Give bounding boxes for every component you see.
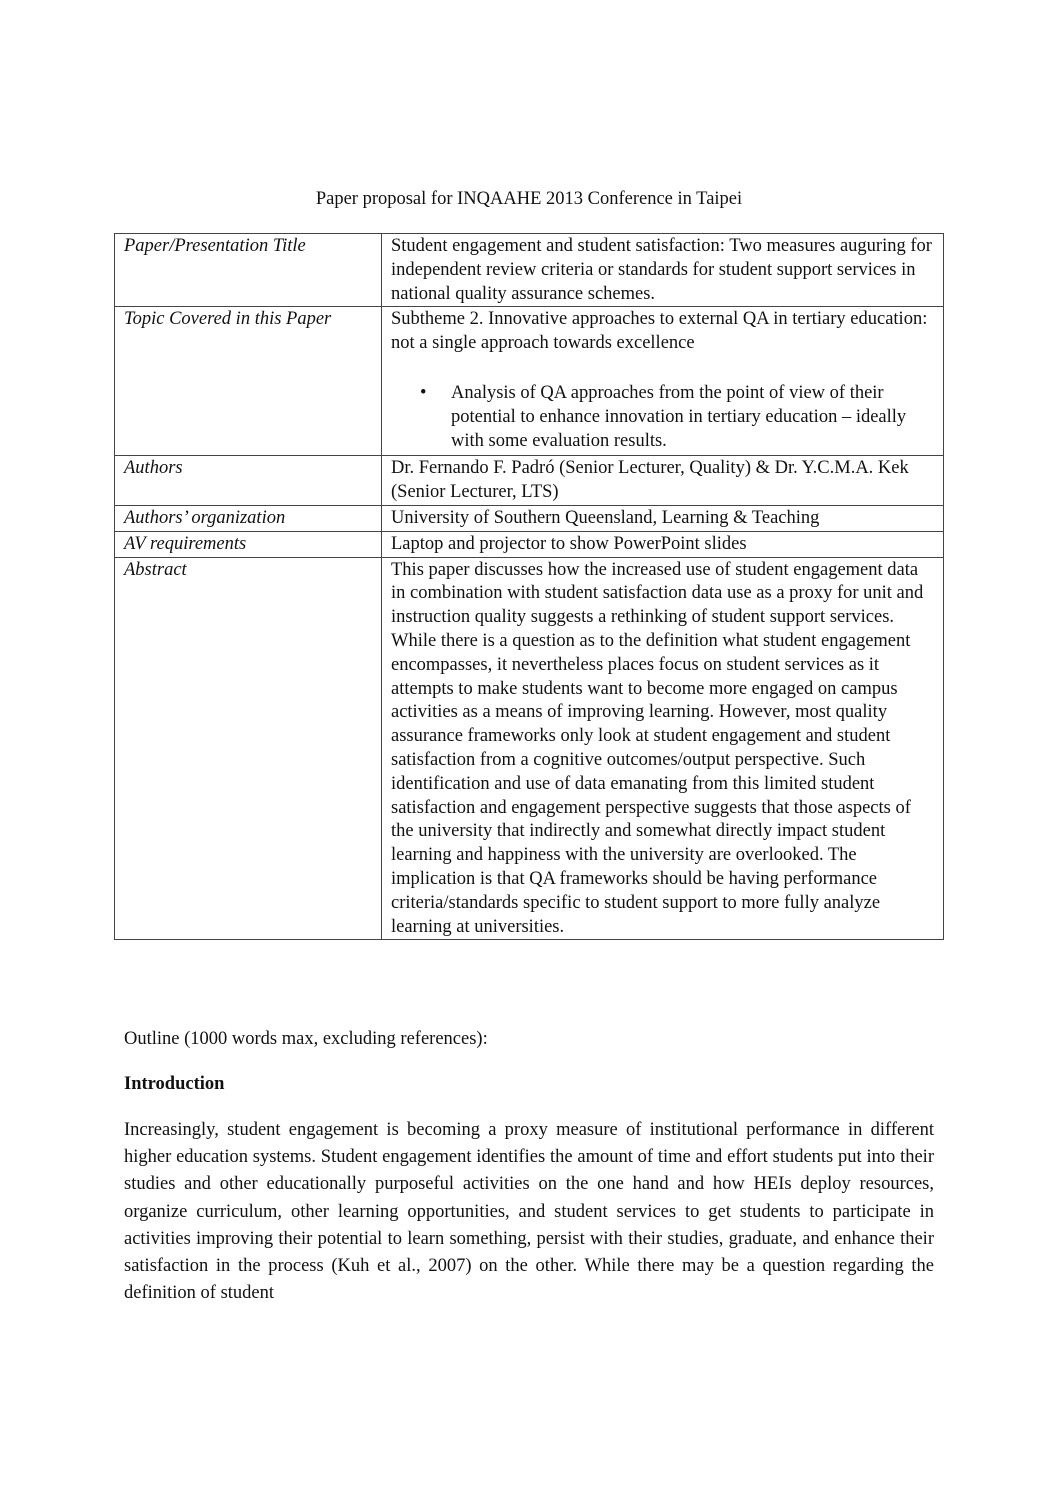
row-label-topic: Topic Covered in this Paper — [115, 307, 382, 456]
list-item — [420, 382, 934, 453]
table-row — [115, 557, 944, 940]
table-row — [115, 505, 944, 531]
row-label-organization: Authors’ organization — [115, 505, 382, 531]
table-row — [115, 307, 944, 456]
topic-text: Subtheme 2. Innovative approaches to external QA in tertiary education: not a single approach towards excellence — [391, 309, 928, 354]
topic-bullet-list — [391, 382, 934, 453]
table-row — [115, 531, 944, 557]
row-value-av: Laptop and projector to show PowerPoint slides — [382, 531, 944, 557]
row-value-topic — [382, 307, 944, 456]
bullet-icon: • — [420, 382, 427, 403]
row-label-av: AV requirements — [115, 531, 382, 557]
row-label-authors: Authors — [115, 456, 382, 506]
row-value-abstract: This paper discusses how the increased use of student engagement data in combination with student satisfaction data use as a proxy for unit and instruction quality suggests a rethinking of student support services. While there is a question as to the definition what student engagement encompasses, it nevertheless places focus on student services as it attempts to make students want to become more engaged on campus activities as a means of improving learning. However, most quality assurance frameworks only look at student engagement and student satisfaction from a cognitive outcomes/output perspective. Such identification and use of data emanating from this limited student satisfaction and engagement perspective suggests that those aspects of the university that indirectly and somewhat directly impact student learning and happiness with the university are overlooked. The implication is that QA frameworks should be having performance criteria/standards specific to student support to more fully analyze learning at universities. — [382, 557, 944, 940]
introduction-paragraph: Increasingly, student engagement is becoming a proxy measure of institutional performance in different higher education systems. Student engagement identifies the amount of time and effort students put into their studies and other educationally purposeful activities on the one hand and how HEIs deploy resources, organize curriculum, other learning opportunities, and student services to get students to participate in activities improving their potential to learn something, persist with their studies, graduate, and enhance their satisfaction in the process (Kuh et al., 2007) on the other. While there may be a question regarding the definition of student — [124, 1120, 934, 1304]
page-title: Paper proposal for INQAAHE 2013 Conference in Taipei — [315, 189, 743, 209]
row-value-organization: University of Southern Queensland, Learning & Teaching — [382, 505, 944, 531]
bullet-text: Analysis of QA approaches from the point of view of their potential to enhance innovation in tertiary education – ideally with some evaluation results. — [451, 382, 907, 451]
row-value-authors: Dr. Fernando F. Padró (Senior Lecturer, Quality) & Dr. Y.C.M.A. Kek (Senior Lecturer, LTS) — [382, 456, 944, 506]
proposal-table — [114, 233, 944, 940]
row-label-title: Paper/Presentation Title — [115, 234, 382, 307]
table-row — [115, 456, 944, 506]
table-row — [115, 234, 944, 307]
outline-label: Outline (1000 words max, excluding references): — [124, 1029, 488, 1049]
introduction-heading: Introduction — [124, 1074, 225, 1094]
row-value-title: Student engagement and student satisfaction: Two measures auguring for independent review criteria or standards for student support services in national quality assurance schemes. — [382, 234, 944, 307]
row-label-abstract: Abstract — [115, 557, 382, 940]
